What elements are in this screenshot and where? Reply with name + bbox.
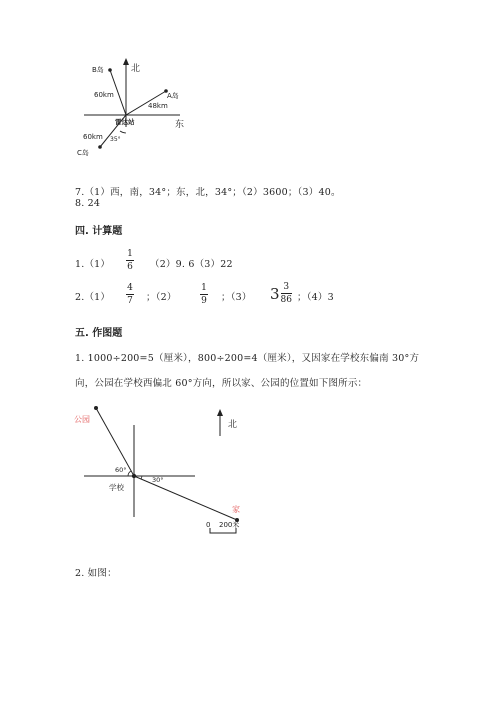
section-4-title: 四. 计算题 [75, 226, 123, 237]
school-dot [132, 474, 136, 478]
fraction-numerator: 3 [283, 282, 290, 292]
fraction-denominator: 7 [127, 296, 133, 306]
drawing-answer-2: 2. 如图： [75, 568, 117, 579]
fraction-numerator: 1 [201, 283, 207, 293]
fraction-denominator: 86 [280, 295, 292, 305]
calc-q2-fraction-1 [126, 283, 134, 306]
location-diagram [72, 400, 252, 540]
fraction-denominator: 6 [127, 262, 133, 272]
fraction-numerator: 4 [127, 283, 133, 293]
label-school: 学校 [109, 483, 124, 492]
north-arrowhead [123, 58, 129, 65]
label-angle-c: 35° [110, 136, 121, 143]
label-north-2: 北 [228, 420, 238, 430]
fraction-bar [126, 260, 134, 261]
fraction-numerator: 1 [127, 249, 133, 259]
island-b-dot [108, 68, 112, 72]
answer-8: 8. 24 [75, 198, 101, 209]
label-park: 公园 [74, 415, 90, 424]
calc-q1-rest: （2）9. 6（3）22 [150, 259, 233, 270]
calc-q1-fraction [126, 249, 134, 272]
island-c-dot [98, 145, 102, 149]
drawing-answer-line-1: 1. 1000÷200=5（厘米），800÷200=4（厘米），又因家在学校东偏南 30°方 [75, 353, 420, 364]
mixed-whole: 3 [270, 284, 280, 303]
fraction-bar [281, 293, 292, 294]
label-home: 家 [232, 505, 240, 514]
label-island-c: C岛 [77, 149, 89, 157]
north-arrow-head [217, 409, 223, 416]
label-dist-a: 48km [148, 102, 168, 110]
label-island-b: B岛 [92, 66, 104, 74]
label-scale-zero: 0 [206, 521, 211, 529]
label-angle-60: 60° [115, 466, 127, 474]
label-dist-c: 60km [83, 133, 103, 141]
calc-q2-sep-1: ；（2） [146, 292, 177, 303]
fraction-denominator: 9 [201, 296, 207, 306]
calc-q1-prefix: 1.（1） [75, 259, 111, 270]
calc-q2-sep-2: ；（3） [221, 292, 252, 303]
calc-q2-prefix: 2.（1） [75, 292, 111, 303]
answer-7: 7.（1）西，南，34°；东，北，34°；（2）3600；（3）40。 [75, 187, 341, 198]
calc-q2-rest: ；（4）3 [297, 292, 334, 303]
label-scale-end: 200米 [219, 521, 240, 529]
mixed-fraction [281, 282, 292, 305]
label-island-a: A岛 [167, 92, 179, 100]
drawing-answer-line-2: 向，公园在学校西偏北 60°方向，所以家、公园的位置如下图所示： [75, 378, 368, 389]
line-to-home [134, 476, 237, 520]
radar-diagram [70, 55, 195, 165]
fraction-bar [200, 294, 208, 295]
park-dot [94, 406, 98, 410]
label-east: 东 [175, 120, 185, 130]
angle-arc-60 [128, 471, 131, 476]
label-station: 雷达站 [115, 118, 135, 126]
label-angle-30: 30° [152, 476, 164, 484]
fraction-bar [126, 294, 134, 295]
angle-arc-c [120, 131, 126, 133]
label-north: 北 [131, 64, 141, 74]
label-dist-b: 60km [94, 91, 114, 99]
calc-q2-fraction-2 [200, 283, 208, 306]
section-5-title: 五. 作图题 [75, 328, 123, 339]
calc-q2-mixed-number [270, 282, 292, 305]
